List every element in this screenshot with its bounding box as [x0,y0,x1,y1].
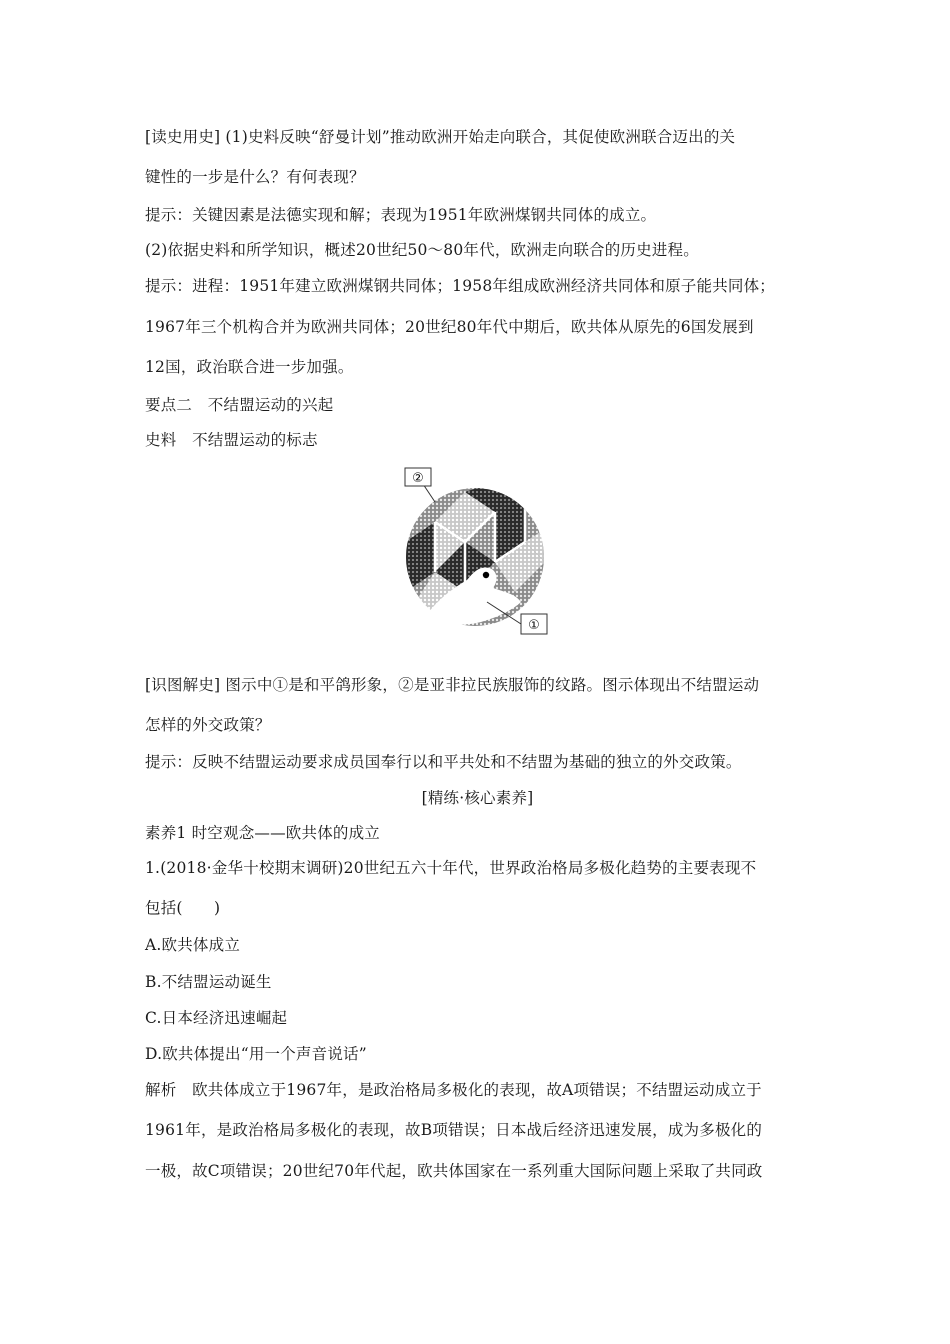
reading-question-1-line-1: [读史用史] (1)史料反映“舒曼计划”推动欧洲开始走向联合，其促使欧洲联合迈出的关 [145,128,736,146]
option-d: D.欧共体提出“用一个声音说话” [145,1045,367,1063]
option-c: C.日本经济迅速崛起 [145,1009,288,1027]
reading-answer-1: 提示：关键因素是法德实现和解；表现为1951年欧洲煤钢共同体的成立。 [145,206,657,224]
question-1-line-1: 1.(2018·金华十校期末调研)20世纪五六十年代，世界政治格局多极化趋势的主要表现不 [145,859,757,877]
option-b: B.不结盟运动诞生 [145,973,272,991]
reading-question-2: (2)依据史料和所学知识，概述20世纪50～80年代，欧洲走向联合的历史进程。 [145,241,699,259]
reading-answer-2-line-2: 1967年三个机构合并为欧洲共同体；20世纪80年代中期后，欧共体从原先的6国发展到 [145,318,754,336]
section-heading: 要点二 不结盟运动的兴起 [145,396,334,414]
option-a: A.欧共体成立 [145,936,241,954]
analysis-line-1: 解析 欧共体成立于1967年，是政治格局多极化的表现，故A项错误；不结盟运动成立于 [145,1081,762,1099]
source-caption: 史料 不结盟运动的标志 [145,431,318,449]
reading-answer-2-line-1: 提示：进程：1951年建立欧洲煤钢共同体；1958年组成欧洲经济共同体和原子能共同体； [145,277,775,295]
dove-eye [483,572,489,578]
figure-answer: 提示：反映不结盟运动要求成员国奉行以和平共处和不结盟为基础的独立的外交政策。 [145,753,742,771]
competency-heading: 素养1 时空观念——欧共体的成立 [145,824,380,842]
practice-title: [精练·核心素养] [421,789,534,807]
analysis-line-3: 一极，故C项错误；20世纪70年代起，欧共体国家在一系列重大国际问题上采取了共同政 [145,1162,763,1180]
emblem-illustration [395,462,557,642]
label-2-text: ② [412,471,424,486]
question-1-line-2: 包括( ) [145,899,221,917]
reading-question-1-line-2: 键性的一步是什么？有何表现？ [145,168,365,186]
figure-question-line-2: 怎样的外交政策？ [145,716,271,734]
label-1-text: ① [528,618,540,633]
figure-question-line-1: [识图解史] 图示中①是和平鸽形象，②是亚非拉民族服饰的纹路。图示体现出不结盟运动 [145,676,760,694]
analysis-line-2: 1961年，是政治格局多极化的表现，故B项错误；日本战后经济迅速发展，成为多极化的 [145,1121,763,1139]
non-aligned-movement-emblem [395,462,557,642]
reading-answer-2-line-3: 12国，政治联合进一步加强。 [145,358,354,376]
